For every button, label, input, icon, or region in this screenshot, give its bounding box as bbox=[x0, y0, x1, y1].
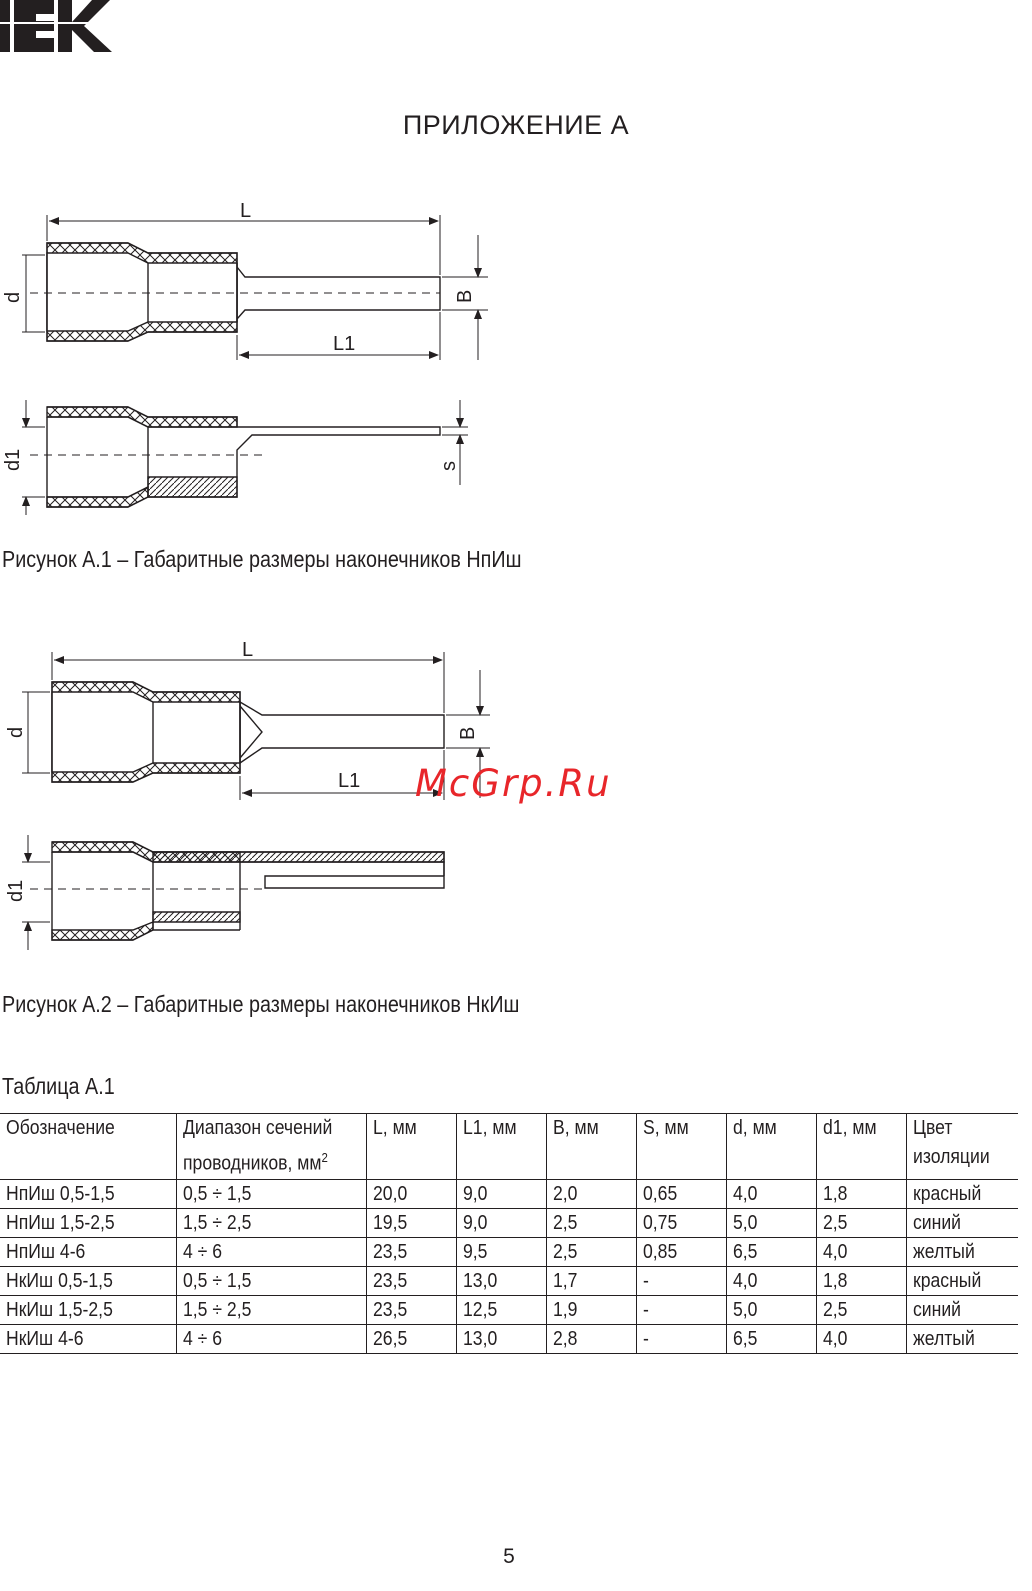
fig1-dim-L1: L1 bbox=[333, 333, 356, 355]
fig2-dim-d: d bbox=[5, 726, 27, 738]
table-row bbox=[0, 1295, 1018, 1324]
cell-range: 4 ÷ 6 bbox=[176, 1237, 366, 1266]
fig1-dim-d1: d1 bbox=[2, 448, 24, 471]
cell-range: 0,5 ÷ 1,5 bbox=[176, 1179, 366, 1208]
cell-B: 2,5 bbox=[546, 1237, 636, 1266]
col-header-S: S, мм bbox=[636, 1114, 726, 1180]
cell-d1: 1,8 bbox=[816, 1266, 906, 1295]
fig2-dim-L: L bbox=[242, 639, 254, 661]
fig2-dim-B: B bbox=[457, 726, 479, 740]
figure-a2-caption: Рисунок А.2 – Габаритные размеры наконечников НкИш bbox=[2, 991, 520, 1017]
iek-logo bbox=[0, 0, 115, 55]
cell-d: 4,0 bbox=[726, 1266, 816, 1295]
cell-L1: 13,0 bbox=[456, 1324, 546, 1353]
cell-color: желтый bbox=[906, 1324, 1018, 1353]
watermark-text: McGrp.Ru bbox=[415, 762, 612, 805]
cell-S: - bbox=[636, 1295, 726, 1324]
cell-color: синий bbox=[906, 1295, 1018, 1324]
cell-designation: НпИш 1,5-2,5 bbox=[0, 1208, 176, 1237]
cell-d1: 2,5 bbox=[816, 1295, 906, 1324]
cell-S: 0,65 bbox=[636, 1179, 726, 1208]
cell-L1: 12,5 bbox=[456, 1295, 546, 1324]
table-row bbox=[0, 1266, 1018, 1295]
page-title: ПРИЛОЖЕНИЕ А bbox=[402, 110, 630, 140]
cell-d: 4,0 bbox=[726, 1179, 816, 1208]
cell-d: 5,0 bbox=[726, 1208, 816, 1237]
col-header-L: L, мм bbox=[366, 1114, 456, 1180]
cell-S: - bbox=[636, 1266, 726, 1295]
cell-L: 23,5 bbox=[366, 1266, 456, 1295]
cell-d1: 4,0 bbox=[816, 1237, 906, 1266]
cell-color: синий bbox=[906, 1208, 1018, 1237]
cell-L1: 13,0 bbox=[456, 1266, 546, 1295]
cell-color: красный bbox=[906, 1179, 1018, 1208]
fig1-dim-L: L bbox=[240, 200, 252, 222]
cell-S: - bbox=[636, 1324, 726, 1353]
col-header-designation: Обозначение bbox=[0, 1114, 176, 1180]
cell-color: желтый bbox=[906, 1237, 1018, 1266]
cell-B: 2,0 bbox=[546, 1179, 636, 1208]
cell-S: 0,75 bbox=[636, 1208, 726, 1237]
fig1-dim-B: B bbox=[454, 289, 476, 303]
cell-range: 0,5 ÷ 1,5 bbox=[176, 1266, 366, 1295]
cell-d: 5,0 bbox=[726, 1295, 816, 1324]
page-number: 5 bbox=[503, 1545, 515, 1568]
col-header-d: d, мм bbox=[726, 1114, 816, 1180]
cell-d: 6,5 bbox=[726, 1237, 816, 1266]
figure-a1-drawing bbox=[0, 195, 520, 525]
cell-designation: НкИш 4-6 bbox=[0, 1324, 176, 1353]
figure-a1-caption: Рисунок А.1 – Габаритные размеры наконечников НпИш bbox=[2, 546, 522, 572]
table-header-row bbox=[0, 1114, 1018, 1180]
table-row bbox=[0, 1324, 1018, 1353]
cell-color: красный bbox=[906, 1266, 1018, 1295]
cell-S: 0,85 bbox=[636, 1237, 726, 1266]
fig1-dim-d: d bbox=[2, 291, 24, 303]
cell-range: 1,5 ÷ 2,5 bbox=[176, 1295, 366, 1324]
col-header-B: B, мм bbox=[546, 1114, 636, 1180]
col-header-L1: L1, мм bbox=[456, 1114, 546, 1180]
cell-d1: 4,0 bbox=[816, 1324, 906, 1353]
cell-L: 19,5 bbox=[366, 1208, 456, 1237]
cell-B: 2,8 bbox=[546, 1324, 636, 1353]
cell-B: 2,5 bbox=[546, 1208, 636, 1237]
cell-L1: 9,0 bbox=[456, 1208, 546, 1237]
cell-L: 20,0 bbox=[366, 1179, 456, 1208]
cell-designation: НкИш 1,5-2,5 bbox=[0, 1295, 176, 1324]
table-row bbox=[0, 1179, 1018, 1208]
cell-range: 4 ÷ 6 bbox=[176, 1324, 366, 1353]
cell-L: 26,5 bbox=[366, 1324, 456, 1353]
fig1-dim-s: s bbox=[438, 461, 460, 471]
col-header-d1: d1, мм bbox=[816, 1114, 906, 1180]
fig2-dim-L1: L1 bbox=[338, 770, 361, 792]
cell-L1: 9,0 bbox=[456, 1179, 546, 1208]
cell-designation: НпИш 4-6 bbox=[0, 1237, 176, 1266]
cell-L: 23,5 bbox=[366, 1295, 456, 1324]
cell-B: 1,9 bbox=[546, 1295, 636, 1324]
col-header-range: Диапазон сечений проводников, $мм^2$ bbox=[176, 1114, 366, 1180]
table-title: Таблица А.1 bbox=[2, 1073, 115, 1099]
cell-B: 1,7 bbox=[546, 1266, 636, 1295]
cell-designation: НпИш 0,5-1,5 bbox=[0, 1179, 176, 1208]
cell-L1: 9,5 bbox=[456, 1237, 546, 1266]
cell-d: 6,5 bbox=[726, 1324, 816, 1353]
cell-L: 23,5 bbox=[366, 1237, 456, 1266]
cell-designation: НкИш 0,5-1,5 bbox=[0, 1266, 176, 1295]
table-row bbox=[0, 1208, 1018, 1237]
spec-table bbox=[0, 1113, 1018, 1354]
fig2-dim-d1: d1 bbox=[5, 879, 27, 902]
cell-d1: 2,5 bbox=[816, 1208, 906, 1237]
col-header-color: Цвет изоляции bbox=[906, 1114, 1018, 1180]
cell-range: 1,5 ÷ 2,5 bbox=[176, 1208, 366, 1237]
table-row bbox=[0, 1237, 1018, 1266]
cell-d1: 1,8 bbox=[816, 1179, 906, 1208]
